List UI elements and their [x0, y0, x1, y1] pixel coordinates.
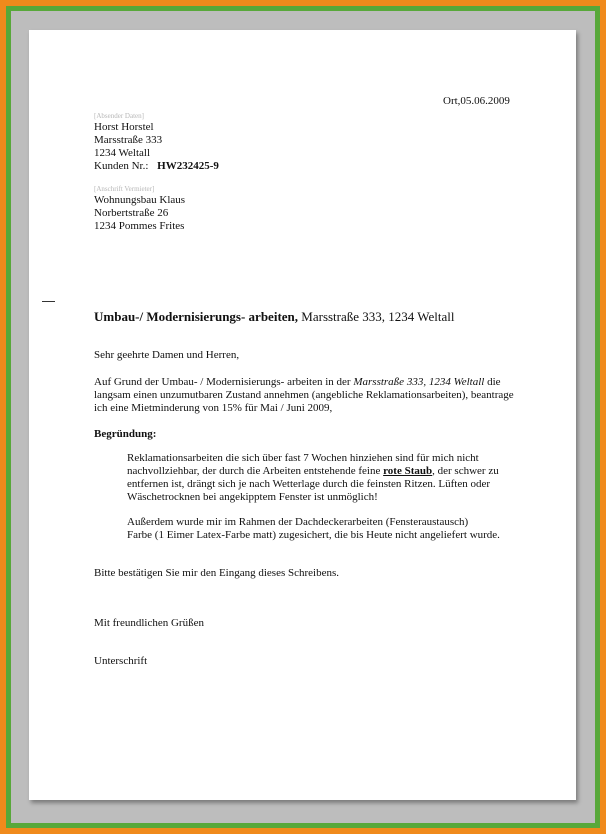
- confirmation-request: Bitte bestätigen Sie mir den Eingang dieses Schreibens.: [94, 567, 340, 579]
- recipient-street: Norbertstraße 26: [94, 207, 169, 219]
- subject-line: [94, 309, 455, 324]
- intro-paragraph: [94, 376, 514, 415]
- customer-number: HW232425-9: [157, 160, 219, 172]
- reason-paragraph-1: [127, 452, 499, 504]
- intro-line-1: Auf Grund der Umbau- / Modernisierungs- arbeiten in der Marsstraße 333, 1234 Weltall die: [94, 376, 501, 388]
- intro-line-3: ich eine Mietminderung von 15% für Mai / Juni 2009,: [94, 402, 333, 414]
- fold-mark: [42, 301, 55, 302]
- reason1-line-4: Wäschetrocknen bei angekipptem Fenster ist unmöglich!: [127, 491, 378, 503]
- reason2-line-2: Farbe (1 Eimer Latex-Farbe matt) zugesichert, die bis Heute nicht angeliefert wurde.: [127, 529, 500, 541]
- salutation: Sehr geehrte Damen und Herren,: [94, 349, 240, 361]
- reason-heading: Begründung:: [94, 428, 157, 440]
- sender-hint: [Absender Daten]: [94, 112, 144, 120]
- reason1-line-3: entfernen ist, drängt sich je nach Wetterlage durch die feinsten Ritzen. Lüften oder: [127, 478, 490, 490]
- closing: Mit freundlichen Grüßen: [94, 617, 204, 629]
- sender-name: Horst Horstel: [94, 121, 154, 133]
- reason1-line-2: nachvollziehbar, der durch die Arbeiten entstehende feine rote Staub, der schwer zu: [127, 465, 499, 477]
- signature: Unterschrift: [94, 655, 148, 667]
- reason-paragraph-2: [127, 516, 500, 542]
- customer-number-label: Kunden Nr.:: [94, 160, 149, 172]
- customer-number-line: [94, 160, 219, 173]
- subject-address: Marsstraße 333, 1234 Weltall: [298, 309, 455, 324]
- reason2-line-1: Außerdem wurde mir im Rahmen der Dachdeckerarbeiten (Fensteraustausch): [127, 516, 469, 528]
- sender-city: 1234 Weltall: [94, 147, 151, 159]
- reason1-line-1: Reklamationsarbeiten die sich über fast 7 Wochen hinziehen sind für mich nicht: [127, 452, 479, 464]
- sender-street: Marsstraße 333: [94, 134, 163, 146]
- recipient-name: Wohnungsbau Klaus: [94, 194, 186, 206]
- recipient-city: 1234 Pommes Frites: [94, 220, 185, 232]
- recipient-hint: [Anschrift Vermieter]: [94, 185, 155, 193]
- subject-bold: Umbau-/ Modernisierungs- arbeiten,: [94, 309, 299, 324]
- intro-line-2: langsam einen unzumutbaren Zustand annehmen (angebliche Reklamationsarbeiten), beantrage: [94, 389, 514, 401]
- date-line: Ort,05.06.2009: [443, 95, 510, 107]
- highlight-rote-staub: rote Staub: [383, 465, 433, 477]
